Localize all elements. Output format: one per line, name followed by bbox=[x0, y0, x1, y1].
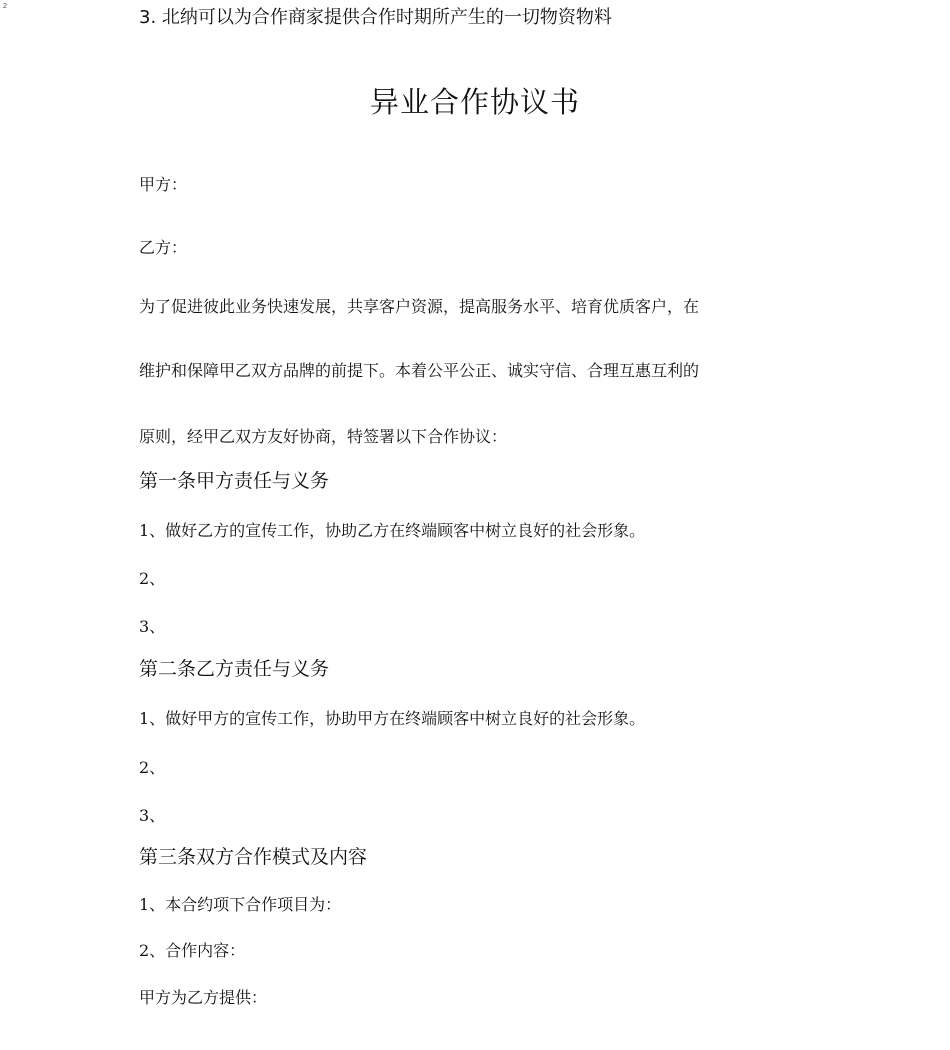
page-number: 2 bbox=[3, 3, 7, 10]
preamble-line-3: 原则，经甲乙双方友好协商，特签署以下合作协议： bbox=[139, 427, 508, 446]
article-2-heading: 第二条乙方责任与义务 bbox=[139, 658, 330, 680]
article-2-item-2: 2、 bbox=[139, 758, 166, 777]
preamble-line-2: 维护和保障甲乙双方品牌的前提下。本着公平公正、诚实守信、合理互惠互利的 bbox=[139, 361, 700, 380]
preamble-line-1: 为了促进彼此业务快速发展，共享客户资源，提高服务水平、培育优质客户，在 bbox=[139, 297, 700, 316]
article-1-item-1: 1、做好乙方的宣传工作，协助乙方在终端顾客中树立良好的社会形象。 bbox=[139, 521, 646, 540]
article-3-item-1: 1、本合约项下合作项目为： bbox=[139, 895, 342, 914]
article-3-item-2: 2、合作内容： bbox=[139, 941, 246, 960]
article-3-heading: 第三条双方合作模式及内容 bbox=[139, 846, 368, 868]
article-1-heading: 第一条甲方责任与义务 bbox=[139, 470, 330, 492]
party-a-label: 甲方： bbox=[139, 175, 188, 194]
article-1-item-3: 3、 bbox=[139, 617, 166, 636]
article-3-item-3: 甲方为乙方提供： bbox=[139, 988, 268, 1007]
party-b-label: 乙方： bbox=[139, 238, 188, 257]
article-2-item-3: 3、 bbox=[139, 806, 166, 825]
article-2-item-1: 1、做好甲方的宣传工作，协助甲方在终端顾客中树立良好的社会形象。 bbox=[139, 709, 646, 728]
carryover-list-item: 3. 北纳可以为合作商家提供合作时期所产生的一切物资物料 bbox=[139, 7, 612, 28]
document-title: 异业合作协议书 bbox=[369, 85, 580, 119]
article-1-item-2: 2、 bbox=[139, 569, 166, 588]
